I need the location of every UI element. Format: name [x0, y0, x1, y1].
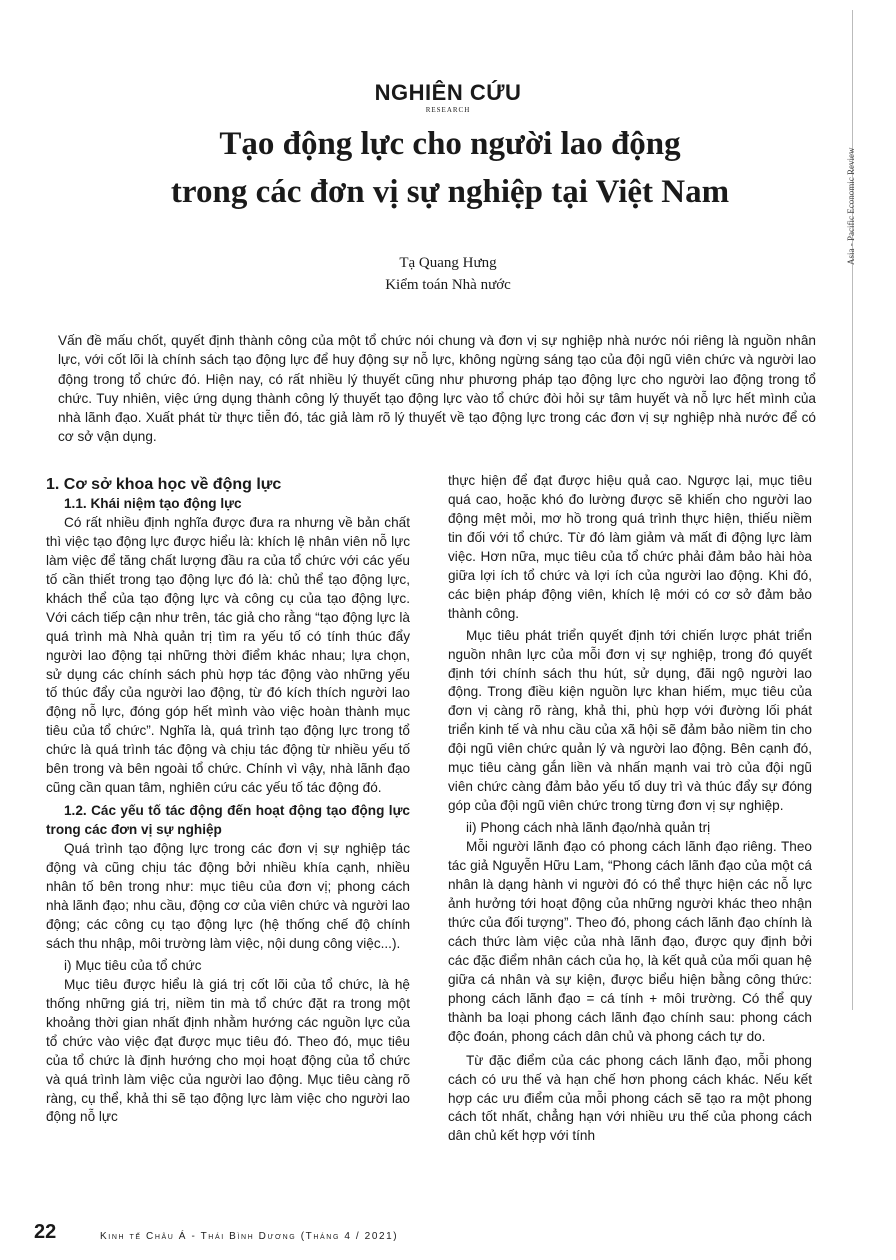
article-title-line-1: Tạo động lực cho người lao động [219, 126, 681, 162]
paragraph: Quá trình tạo động lực trong các đơn vị sự nghiệp tác động và cũng chịu tác động bởi nhiều khía cạnh, nhiều nhân tố bên trong như: mục tiêu của đơn vị; phong cách nhà lãnh đạo; nhu cầu, động cơ của viên chức và người lao động; các công cụ tạo động lực (hệ thống chế độ chính sách thu nhập, môi trường làm việc, nội dung công việc...). [46, 841, 410, 951]
author-name: Tạ Quang Hưng [399, 255, 497, 271]
paragraph: Mục tiêu được hiểu là giá trị cốt lõi của tổ chức, là hệ thống những giá trị, niềm tin mà tổ chức đặt ra trong một khoảng thời gian nhất định nhằm hướng các nguồn lực của tổ chức vào việc đạt được mục tiêu đó. Theo đó, mục tiêu của tổ chức là định hướng cho mọi hoạt động của tổ chức và quá trình làm việc của người lao động. Mục tiêu càng rõ ràng, cụ thể, khả thi sẽ tạo động lực làm việc cho người lao động nỗ lực [46, 976, 410, 1125]
right-column [448, 472, 812, 1146]
page-number: 22 [34, 1221, 57, 1243]
paragraph: Mỗi người lãnh đạo có phong cách lãnh đạo riêng. Theo tác giả Nguyễn Hữu Lam, “Phong cách lãnh đạo của một cá nhân là dạng hành vi người đó có thể thực hiện các nỗ lực ảnh hưởng tới hoạt động của những người khác theo nhận thức của đối tượng”. Theo đó, phong cách lãnh đạo chính là cách thức làm việc của nhà lãnh đạo, được quy định bởi các đặc điểm nhân cách của họ, là kết quả của mối quan hệ giữa cá nhân và sự kiện, được biểu hiện bằng công thức: phong cách lãnh đạo = cá tính + môi trường. Có thể quy thành ba loại phong cách lãnh đạo chính sau: phong cách độc đoán, phong cách dân chủ và phong cách tự do. [448, 839, 812, 1044]
abstract: Vấn đề mấu chốt, quyết định thành công của một tổ chức nói chung và đơn vị sự nghiệp nhà nước nói riêng là nguồn nhân lực, với cốt lõi là chính sách tạo động lực để huy động sự nỗ lực, không ngừng sáng tạo của đội ngũ viên chức và người lao động trong tổ chức đó. Hiện nay, có rất nhiều lý thuyết cũng như phương pháp tạo động lực cho người lao động trong tổ chức. Tuy nhiên, việc ứng dụng thành công lý thuyết tạo động lực vào tổ chức đòi hỏi sự tâm huyết và nỗ lực hết mình của nhà lãnh đạo. Xuất phát từ thực tiễn đó, tác giả làm rõ lý thuyết về tạo động lực trong các đơn vị sự nghiệp nhà nước để có cơ sở vận dụng. [58, 333, 816, 445]
paragraph: Từ đặc điểm của các phong cách lãnh đạo, mỗi phong cách có ưu thế và hạn chế hơn phong cách khác. Nếu kết hợp các ưu điểm của mỗi phong cách sẽ tạo ra một phong cách tốt nhất, chẳng hạn với nhiều ưu thế của phong cách dân chủ kết hợp với tính [448, 1052, 812, 1144]
section-sublabel: RESEARCH [425, 106, 471, 114]
side-journal-label: Asia - Pacific Economic Review [846, 147, 856, 265]
subheading-i: i) Mục tiêu của tổ chức [64, 957, 202, 973]
article-title-line-2: trong các đơn vị sự nghiệp tại Việt Nam [170, 174, 730, 210]
heading-1: 1. Cơ sở khoa học về động lực [46, 476, 282, 493]
paragraph: thực hiện để đạt được hiệu quả cao. Ngược lại, mục tiêu quá cao, hoặc khó đo lường được sẽ khiến cho người lao động mệt mỏi, mơ hồ trong quá trình thực hiện, thiếu niềm tin đối với tổ chức. Từ đó làm giảm và mất đi động lực làm việc. Hơn nữa, mục tiêu của tổ chức phải đảm bảo hài hòa giữa lợi ích tổ chức và lợi ích của người lao động. Khi đó, các biện pháp động viên, khích lệ mới có cơ sở đảm bảo thành công. [448, 473, 812, 621]
subheading-ii: ii) Phong cách nhà lãnh đạo/nhà quản trị [466, 820, 711, 836]
author-affiliation: Kiểm toán Nhà nước [385, 277, 511, 293]
left-column [46, 476, 410, 1127]
journal-footer: Kinh tế Châu Á - Thái Bình Dương (Tháng 4 / 2021) [100, 1231, 399, 1242]
paragraph: Có rất nhiều định nghĩa được đưa ra nhưng về bản chất thì việc tạo động lực được hiểu là: khích lệ nhân viên nỗ lực làm việc để tăng chất lượng đầu ra của tổ chức với các yếu tố cần thiết trong tạo động lực đó là: chủ thể tạo động lực, khách thể của tạo động lực và công cụ của tạo động lực. Với cách tiếp cận như trên, tác giả cho rằng “tạo động lực là quá trình mà Nhà quản trị tìm ra yếu tố có tính thúc đẩy người lao động tại những thời điểm khác nhau; lựa chọn, sử dụng các chính sách phù hợp tác động vào những yếu tố thúc đẩy của người lao động, từ đó kích thích người lao động nỗ lực, đóng góp hết mình vào việc hoàn thành mục tiêu của tổ chức”. Nghĩa là, quá trình tạo động lực trong tổ chức là quá trình tác động và chịu tác động từ nhiều yếu tố bên trong và bên ngoài tổ chức. Chính vì vậy, nhà lãnh đạo cũng cần quan tâm, nghiên cứu các yếu tố tác động đó. [46, 514, 410, 796]
heading-1-2: 1.2. Các yếu tố tác động đến hoạt động tạo động lực trong các đơn vị sự nghiệp [46, 803, 410, 838]
paragraph: Mục tiêu phát triển quyết định tới chiến lược phát triển nguồn nhân lực của mỗi đơn vị sự nghiệp, trong đó quyết định tới chính sách thu hút, sử dụng, đãi ngộ người lao động. Trong điều kiện nguồn lực khan hiếm, mục tiêu của đơn vị càng rõ ràng, khả thi, phù hợp với đường lối phát triển kinh tế và nhu cầu của xã hội sẽ đảm bảo niềm tin cho đội ngũ viên chức quản lý và người lao động. Bên cạnh đó, mục tiêu càng gắn liền và nhấn mạnh vai trò của đội ngũ viên chức càng đảm bảo yếu tố duy trì và thúc đẩy sự đóng góp của đội ngũ viên chức trong từng đơn vị sự nghiệp. [448, 627, 812, 814]
author-block [0, 252, 896, 296]
section-label: NGHIÊN CỨU [374, 80, 522, 105]
heading-1-1: 1.1. Khái niệm tạo động lực [64, 495, 242, 511]
